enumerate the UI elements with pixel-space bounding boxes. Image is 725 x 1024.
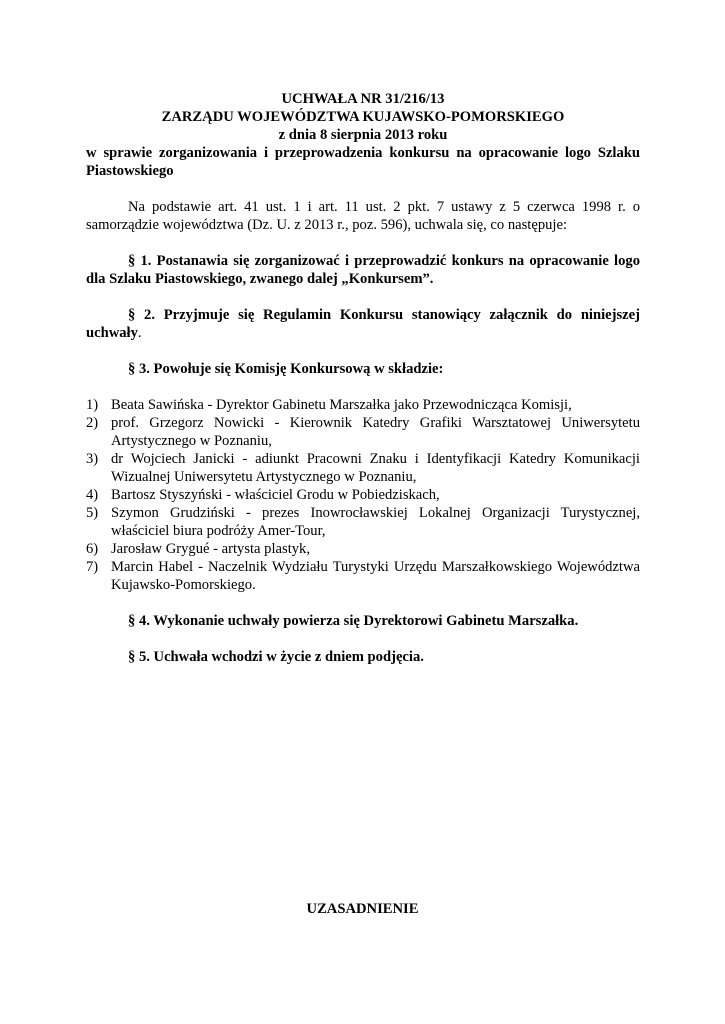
- paragraph-2: [86, 306, 640, 342]
- paragraph-5: § 5. Uchwała wchodzi w życie z dniem podjęcia.: [128, 649, 424, 665]
- document-body: [86, 90, 640, 666]
- list-item: 1) Beata Sawińska - Dyrektor Gabinetu Marszałka jako Przewodnicząca Komisji,: [86, 397, 572, 413]
- legal-basis: Na podstawie art. 41 ust. 1 i art. 11 ust. 2 pkt. 7 ustawy z 5 czerwca 1998 r. o samorządzie województwa (Dz. U. z 2013 r., poz. 596), uchwala się, co następuje:: [86, 199, 640, 233]
- justification-heading: UZASADNIENIE: [306, 901, 419, 917]
- list-item: 5) Szymon Grudziński - prezes Inowrocławskiej Lokalnej Organizacji Turystycznej, właściciel biura podróży Amer-Tour,: [86, 505, 640, 539]
- resolution-number: UCHWAŁA NR 31/216/13: [281, 91, 445, 107]
- list-item: 3) dr Wojciech Janicki - adiunkt Pracowni Znaku i Identyfikacji Katedry Komunikacji Wizualnej Uniwersytetu Artystycznego w Poznaniu,: [86, 451, 640, 485]
- paragraph-2-end: .: [137, 325, 142, 341]
- resolution-subject: w sprawie zorganizowania i przeprowadzenia konkursu na opracowanie logo Szlaku Piastowskiego: [86, 145, 640, 179]
- resolution-date: z dnia 8 sierpnia 2013 roku: [278, 127, 448, 143]
- list-item: 2) prof. Grzegorz Nowicki - Kierownik Katedry Grafiki Warsztatowej Uniwersytetu Artystycznego w Poznaniu,: [86, 415, 640, 449]
- list-item: 7) Marcin Habel - Naczelnik Wydziału Turystyki Urzędu Marszałkowskiego Województwa Kujawsko-Pomorskiego.: [86, 559, 640, 593]
- issuing-body: ZARZĄDU WOJEWÓDZTWA KUJAWSKO-POMORSKIEGO: [161, 109, 565, 125]
- commission-members-list: [86, 396, 640, 594]
- paragraph-4: § 4. Wykonanie uchwały powierza się Dyrektorowi Gabinetu Marszałka.: [128, 613, 579, 629]
- paragraph-3: § 3. Powołuje się Komisję Konkursową w składzie:: [128, 361, 444, 377]
- paragraph-1: § 1. Postanawia się zorganizować i przeprowadzić konkurs na opracowanie logo dla Szlaku Piastowskiego, zwanego dalej „Konkursem”.: [86, 253, 640, 287]
- list-item: 4) Bartosz Styszyński - właściciel Grodu w Pobiedziskach,: [86, 487, 440, 503]
- paragraph-2-text: § 2. Przyjmuje się Regulamin Konkursu stanowiący załącznik do niniejszej uchwały: [86, 307, 640, 341]
- list-item: 6) Jarosław Grygué - artysta plastyk,: [86, 541, 310, 557]
